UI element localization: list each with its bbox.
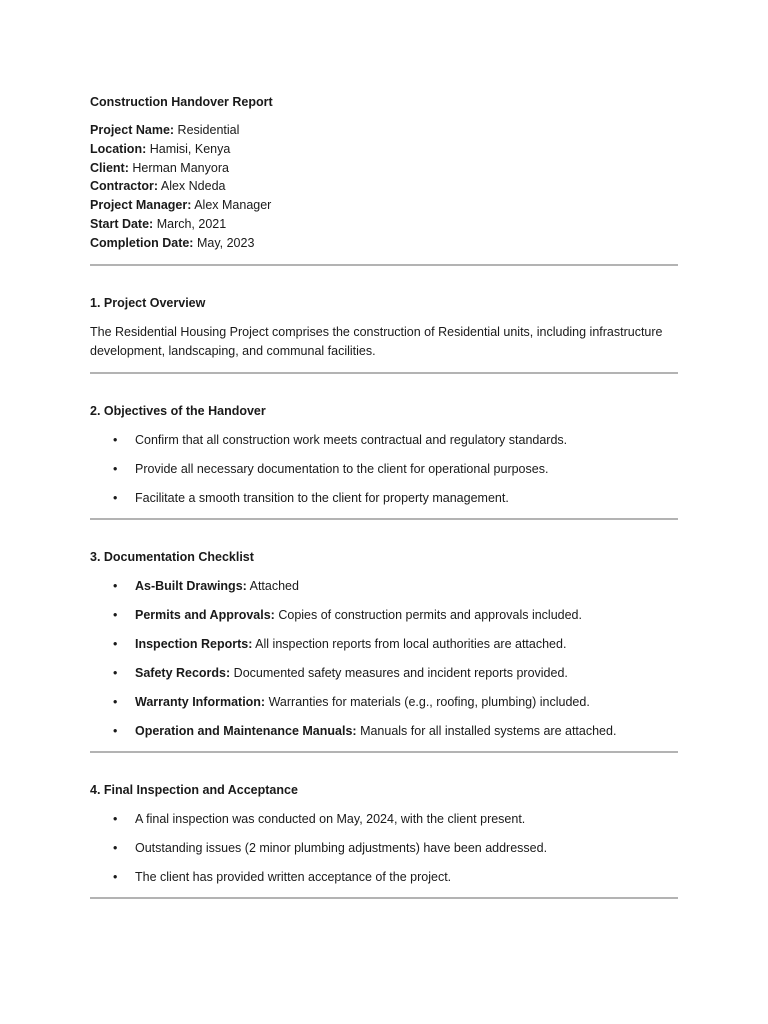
section-project-overview: [90, 294, 678, 361]
item-label: Operation and Maintenance Manuals:: [135, 723, 357, 738]
list-item: [90, 606, 678, 624]
meta-value: May, 2023: [196, 235, 255, 250]
list-item: • Confirm that all construction work meets contractual and regulatory standards.: [90, 431, 678, 449]
meta-contractor: [90, 177, 678, 196]
item-value: Attached: [249, 578, 299, 593]
list-item: • The client has provided written acceptance of the project.: [90, 868, 678, 886]
item-label: Inspection Reports:: [135, 636, 253, 651]
meta-label: Project Name:: [90, 123, 175, 137]
section-objectives: [90, 402, 678, 507]
item-value: All inspection reports from local authorities are attached.: [255, 636, 567, 651]
section-divider: [90, 897, 678, 899]
meta-value: Alex Ndeda: [160, 179, 226, 194]
section-final-inspection: [90, 781, 678, 886]
item-value: Manuals for all installed systems are attached.: [360, 723, 617, 738]
section-heading: 4. Final Inspection and Acceptance: [90, 782, 298, 797]
meta-label: Start Date:: [90, 216, 154, 231]
meta-value: Residential: [177, 123, 240, 137]
section-heading: 1. Project Overview: [90, 295, 206, 310]
meta-label: Location:: [90, 141, 147, 156]
item-label: As-Built Drawings:: [135, 578, 247, 593]
item-value: Copies of construction permits and approvals included.: [278, 607, 582, 622]
list-item: [90, 635, 678, 653]
list-item: [90, 664, 678, 682]
list-item: • Facilitate a smooth transition to the client for property management.: [90, 489, 678, 507]
meta-start-date: [90, 215, 678, 234]
item-label: Safety Records:: [135, 665, 231, 680]
section-divider: [90, 372, 678, 374]
section-documentation-checklist: [90, 548, 678, 740]
objectives-list: [90, 431, 678, 507]
section-divider: [90, 751, 678, 753]
list-item: [90, 577, 678, 595]
meta-value: Alex Manager: [194, 198, 272, 213]
item-label: Permits and Approvals:: [135, 607, 275, 622]
meta-label: Project Manager:: [90, 198, 192, 213]
section-heading: 3. Documentation Checklist: [90, 549, 254, 564]
list-item: [90, 693, 678, 711]
section-heading: 2. Objectives of the Handover: [90, 403, 266, 418]
report-title: Construction Handover Report: [90, 95, 273, 109]
section-divider: [90, 264, 678, 266]
meta-project-name: [90, 121, 678, 140]
checklist-list: [90, 577, 678, 740]
meta-client: [90, 159, 678, 178]
meta-value: Hamisi, Kenya: [149, 141, 231, 156]
item-label: Warranty Information:: [135, 694, 266, 709]
meta-label: Completion Date:: [90, 235, 194, 250]
meta-value: Herman Manyora: [132, 160, 229, 175]
list-item: • Outstanding issues (2 minor plumbing adjustments) have been addressed.: [90, 839, 678, 857]
meta-label: Client:: [90, 160, 129, 175]
meta-project-manager: [90, 196, 678, 215]
overview-text: The Residential Housing Project comprises the construction of Residential units, including infrastructure development, landscaping, and communal facilities.: [90, 324, 663, 358]
meta-label: Contractor:: [90, 179, 159, 194]
meta-value: March, 2021: [156, 216, 227, 231]
item-value: Warranties for materials (e.g., roofing, plumbing) included.: [268, 694, 590, 709]
list-item: [90, 722, 678, 740]
section-divider: [90, 518, 678, 520]
list-item: • Provide all necessary documentation to the client for operational purposes.: [90, 460, 678, 478]
list-item: • A final inspection was conducted on May, 2024, with the client present.: [90, 810, 678, 828]
item-value: Documented safety measures and incident reports provided.: [233, 665, 568, 680]
project-meta: [90, 121, 678, 253]
meta-location: [90, 140, 678, 159]
meta-completion-date: [90, 234, 678, 253]
inspection-list: [90, 810, 678, 886]
